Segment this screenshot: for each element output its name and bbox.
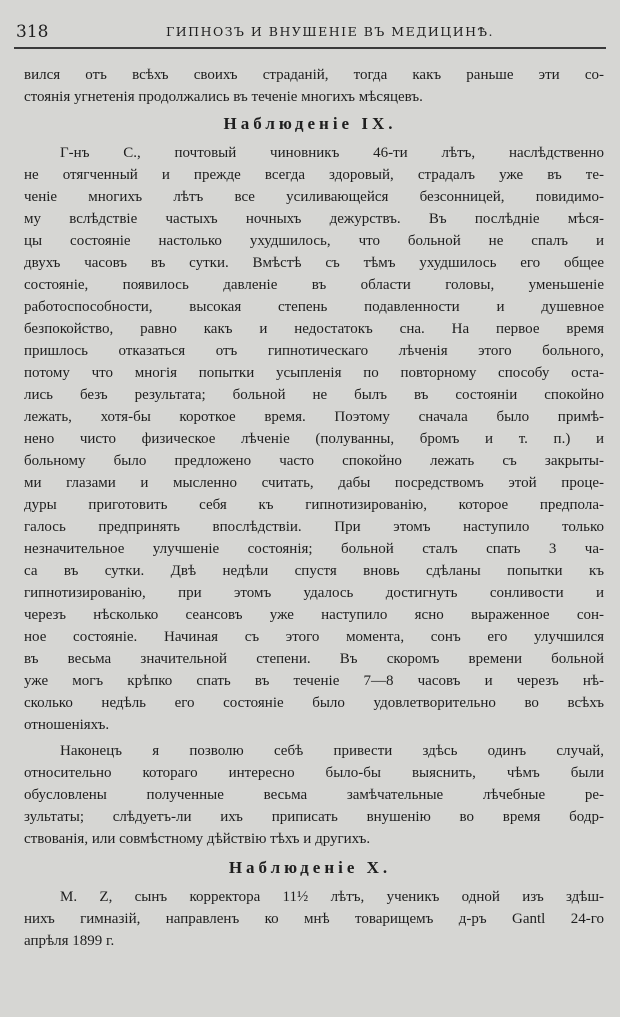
text-line: Г-нъ С., почтовый чиновникъ 46-ти лѣтъ, наслѣдственно (60, 145, 604, 161)
text-line: больному было предложено часто спокойно лежать съ закрыты- (24, 453, 604, 469)
text-line: пришлось отказаться отъ гипнотическаго лѣченія этого больного, (24, 343, 604, 359)
running-title: ГИПНОЗЪ И ВНУШЕНІЕ ВЪ МЕДИЦИНѢ. (165, 24, 494, 39)
text-line: незначительное улучшеніе состоянія; больной сталъ спать 3 ча- (24, 541, 604, 557)
text-line: ное состояніе. Начиная съ этого момента, сонъ его улучшился (24, 629, 604, 645)
text-line: зультаты; слѣдуетъ-ли ихъ приписать внушенію во время бодр- (24, 809, 604, 825)
text-line: Наконецъ я позволю себѣ привести здѣсь одинъ случай, (60, 743, 604, 759)
paragraph-transition (24, 740, 604, 850)
text-line: не отягченный и прежде всегда здоровый, страдалъ уже въ те- (24, 167, 604, 183)
text-line: обусловлены полученные весьма замѣчательные лѣчебные ре- (24, 787, 604, 803)
text-line: лись безъ результата; больной не былъ въ состояніи спокойно (24, 387, 604, 403)
paragraph-observation-x (24, 886, 604, 952)
text-line: двухъ часовъ въ сутки. Вмѣстѣ съ тѣмъ ухудшилось его общее (24, 255, 604, 271)
text-line: отношеніяхъ. (24, 717, 110, 733)
text-line: черезъ нѣсколько сеансовъ уже наступило ясно выраженное сон- (24, 607, 604, 623)
page-number: 318 (16, 22, 49, 42)
text-line: лежать, хотя-бы короткое время. Поэтому сначала было примѣ- (24, 409, 604, 425)
text-line: вился отъ всѣхъ своихъ страданій, тогда какъ раньше эти со- (24, 67, 604, 83)
text-line: са въ сутки. Двѣ недѣли спустя вновь сдѣланы попытки къ (24, 563, 604, 579)
text-line: дуры приготовить себя къ гипнотизированію, которое предпола- (24, 497, 604, 513)
text-line: ченіе многихъ лѣтъ все усиливающейся безсонницей, повидимо- (24, 189, 604, 205)
text-line: M. Z, сынъ корректора 11½ лѣтъ, ученикъ одной изъ здѣш- (60, 889, 604, 905)
text-line: стоянія угнетенія продолжались въ теченіе многихъ мѣсяцевъ. (24, 89, 423, 105)
section-heading-observation-ix: Наблюденіе IX. (223, 114, 397, 133)
text-line: потому что многія попытки усыпленія по повторному способу оста- (24, 365, 604, 381)
text-line: галось предпринять впослѣдствіи. При этомъ наступило только (24, 519, 604, 535)
text-line: цы состояніе настолько ухудшилось, что больной не спалъ и (24, 233, 604, 249)
text-line: въ весьма значительной степени. Въ скоромъ времени больной (24, 651, 604, 667)
text-line: нено чисто физическое лѣченіе (полуванны, бромъ и т. п.) и (24, 431, 604, 447)
text-line: безпокойство, равно какъ и недостатокъ сна. На первое время (24, 321, 604, 337)
paragraph-observation-ix (24, 142, 604, 736)
text-line: состояніе, появилось давленіе въ области головы, уменьшеніе (24, 277, 604, 293)
text-line: гипнотизированію, при этомъ удалось достигнуть сонливости и (24, 585, 604, 601)
paragraph-continuation (24, 64, 604, 108)
text-line: работоспособности, высокая степень подавленности и душевное (24, 299, 604, 315)
text-line: относительно котораго интересно было-бы выяснить, чѣмъ были (24, 765, 604, 781)
text-line: нихъ гимназій, направленъ ко мнѣ товарищемъ д-ръ Gantl 24-го (24, 911, 604, 927)
section-heading-observation-x: Наблюденіе X. (228, 858, 392, 877)
text-line: апрѣля 1899 г. (24, 933, 115, 949)
text-line: уже могъ крѣпко спать въ теченіе 7—8 часовъ и черезъ нѣ- (24, 673, 604, 689)
header-rule (14, 47, 606, 49)
text-line: му вслѣдствіе частыхъ ночныхъ дежурствъ. Въ послѣдніе мѣся- (24, 211, 604, 227)
text-line: ствованія, или совмѣстному дѣйствію тѣхъ и другихъ. (24, 831, 371, 847)
text-line: сколько недѣль его состояніе было удовлетворительно во всѣхъ (24, 695, 604, 711)
page-header (16, 20, 604, 44)
text-line: ми глазами и мысленно считать, дабы посредствомъ этой проце- (24, 475, 604, 491)
